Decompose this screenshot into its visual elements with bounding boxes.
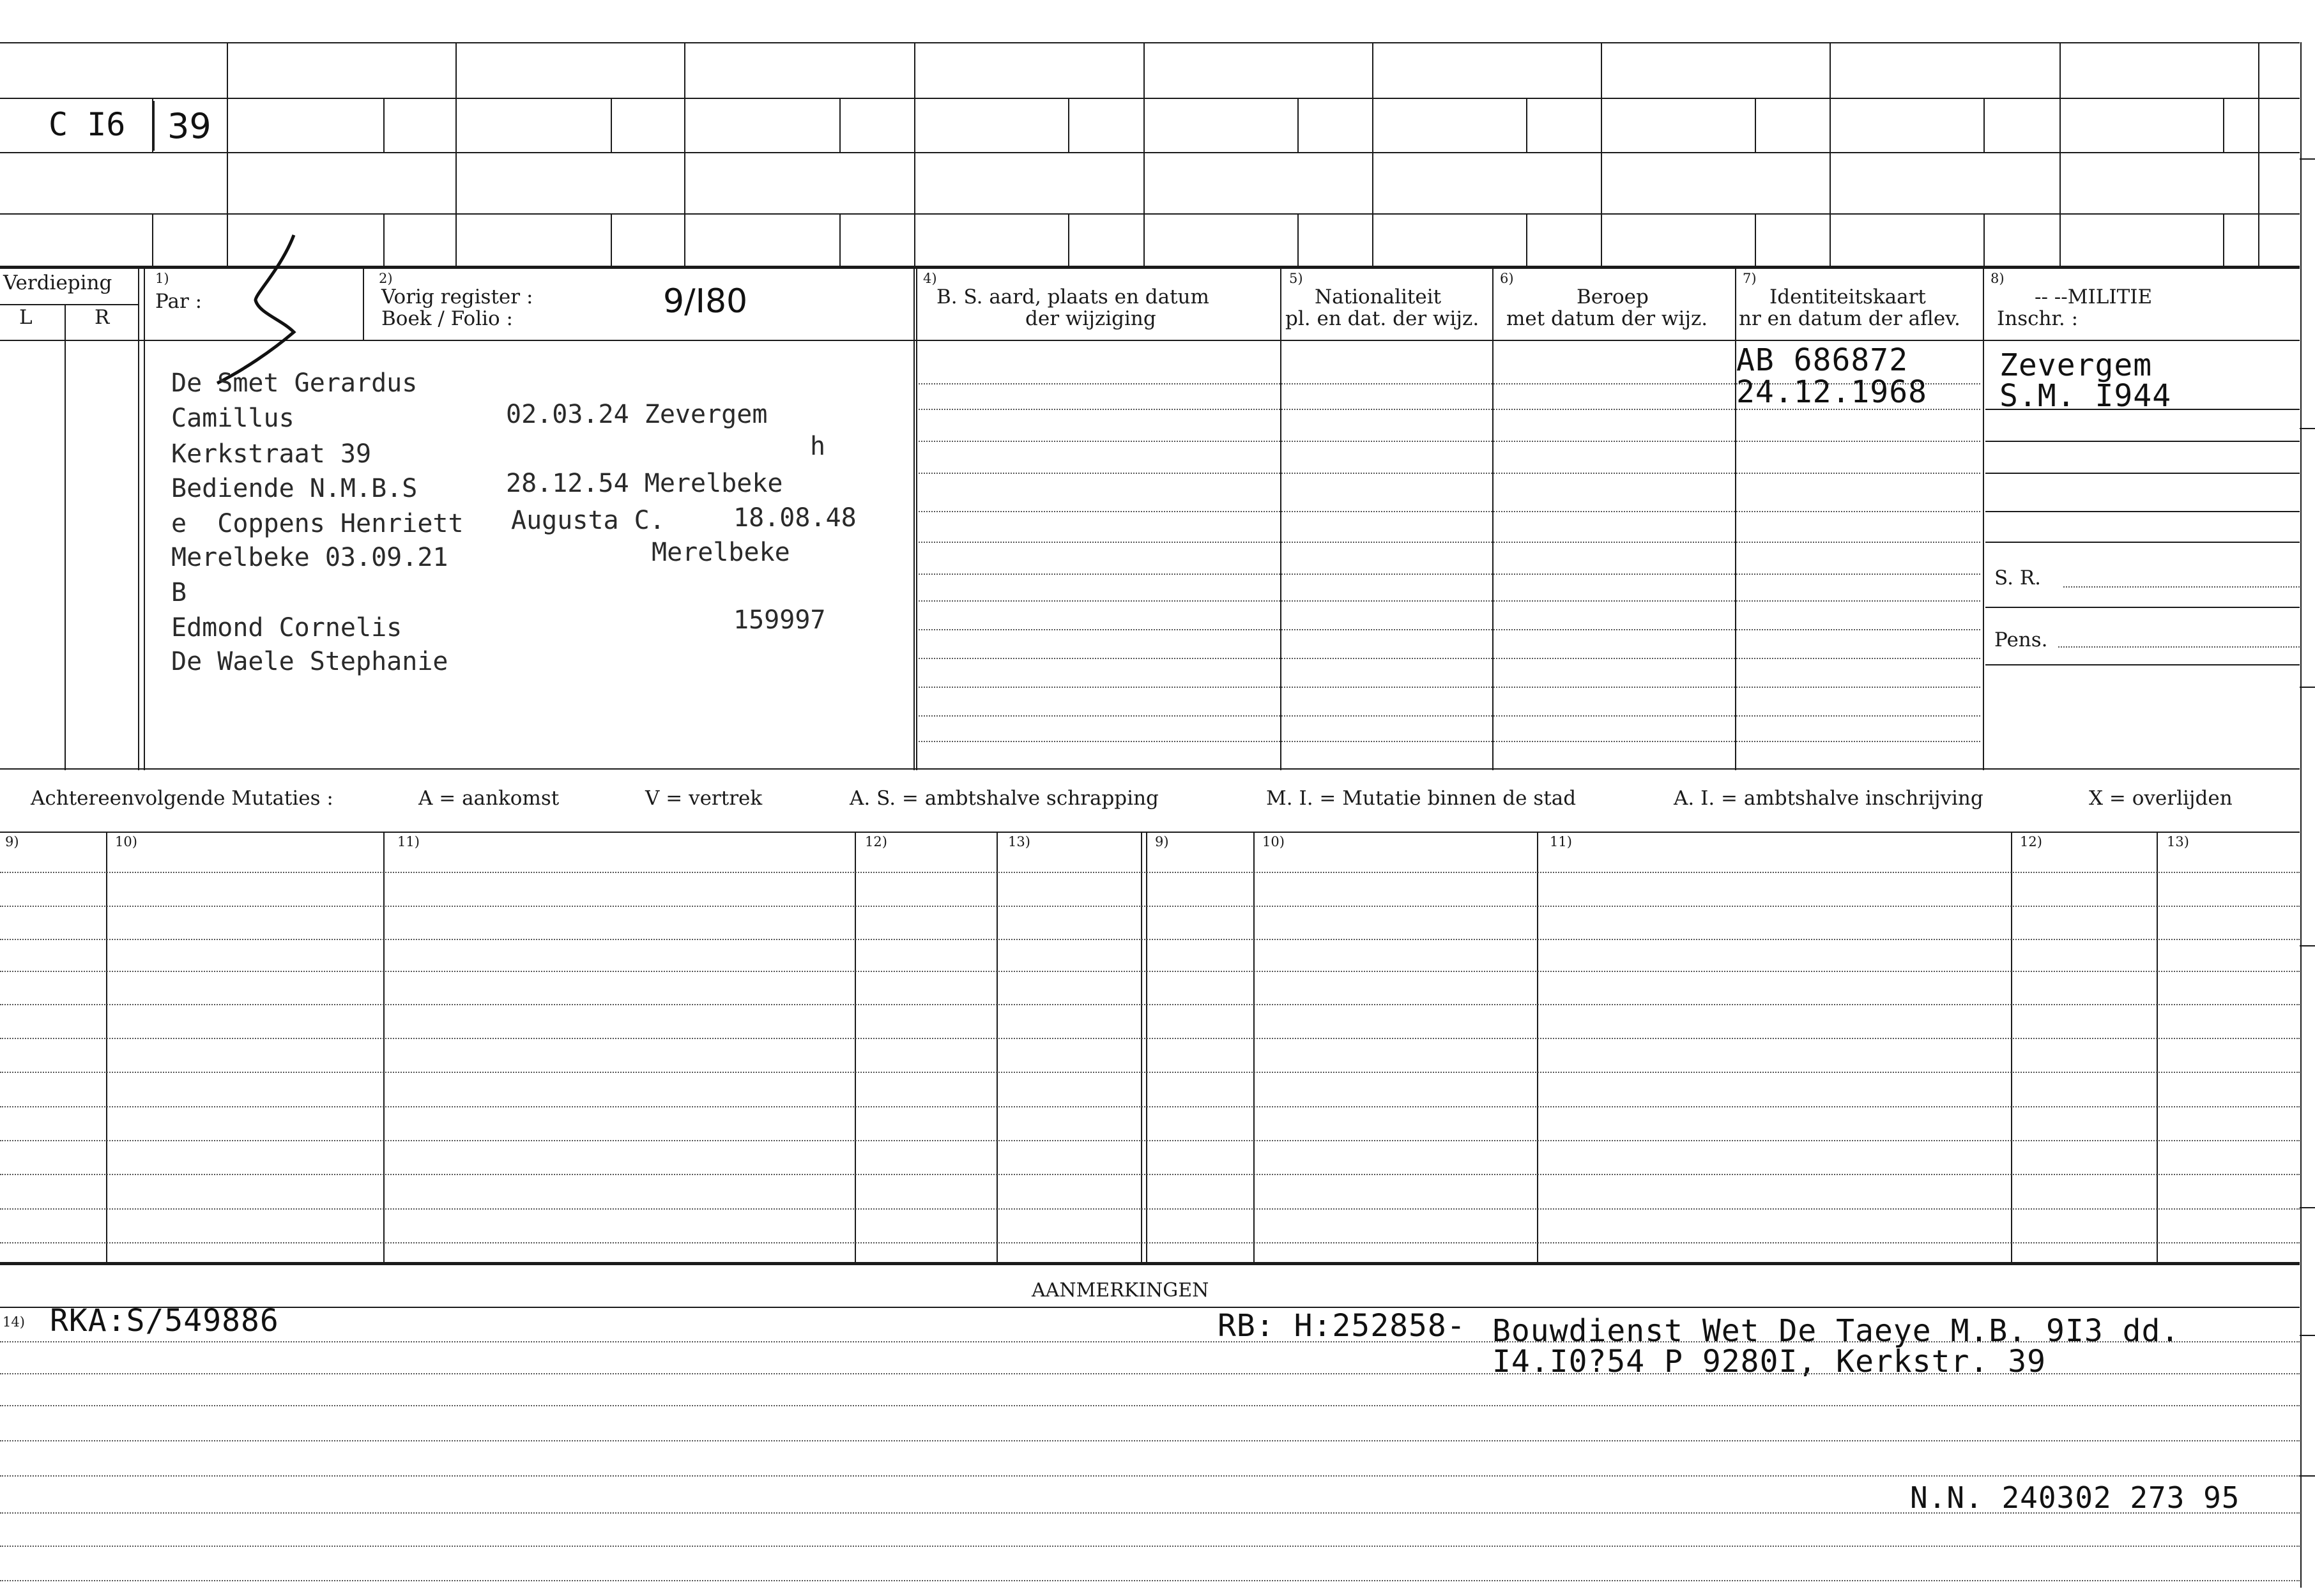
row-line <box>0 1208 2300 1210</box>
mut-col-10: 10) <box>115 834 137 849</box>
header-num-2: 2) <box>379 271 393 286</box>
mut-col-9: 9) <box>5 834 19 849</box>
grid-line <box>611 98 612 152</box>
grid-line <box>916 268 917 770</box>
grid-line <box>0 152 2300 153</box>
row-line <box>0 1106 2300 1107</box>
entry-line <box>919 741 1980 742</box>
grid-line <box>1755 98 1756 152</box>
row-line <box>0 1373 2300 1374</box>
row-line <box>0 939 2300 940</box>
grid-line <box>2011 832 2012 1263</box>
person-spouse-date: 18.08.48 <box>733 503 857 533</box>
pens-line <box>2058 646 2300 648</box>
header-nat-2: pl. en dat. der wijz. <box>1285 307 1479 330</box>
grid-line <box>383 98 385 152</box>
grid-line <box>1141 832 1142 1263</box>
row-line <box>0 1038 2300 1039</box>
header-num-1: 1) <box>155 271 169 286</box>
remarks-bouwdienst-2: I4.I0?54 P 9280I, Kerkstr. 39 <box>1492 1344 2047 1379</box>
remarks-num-14: 14) <box>3 1314 25 1330</box>
header-num-8: 8) <box>1990 271 2005 286</box>
entry-line <box>919 542 1980 543</box>
row-line <box>0 906 2300 907</box>
grid-line <box>383 213 385 266</box>
person-given-name: Camillus <box>171 404 294 433</box>
person-mother: De Waele Stephanie <box>171 647 448 676</box>
grid-line <box>1143 42 1145 266</box>
entry-line <box>919 473 1980 474</box>
entry-line <box>919 511 1980 512</box>
row-line <box>0 1440 2300 1441</box>
grid-line <box>65 304 66 770</box>
remarks-title: AANMERKINGEN <box>1032 1279 1209 1302</box>
mut-col-11b: 11) <box>1550 834 1572 849</box>
header-vorig-register: Vorig register : <box>381 285 533 308</box>
sr-line <box>2063 586 2300 588</box>
person-address: Kerkstraat 39 <box>171 439 372 469</box>
entry-line <box>919 600 1980 602</box>
row-line <box>0 971 2300 972</box>
entry-line <box>919 687 1980 688</box>
grid-line <box>0 1307 2300 1308</box>
mut-col-13b: 13) <box>2167 834 2189 849</box>
grid-line <box>144 268 145 770</box>
tick <box>2300 1207 2315 1208</box>
folio-value: 9/I80 <box>663 282 748 321</box>
mut-col-10b: 10) <box>1262 834 1285 849</box>
militie-pens: Pens. <box>1994 628 2048 651</box>
header-id-1: Identiteitskaart <box>1769 285 1926 308</box>
header-num-7: 7) <box>1743 271 1757 286</box>
militie-sr: S. R. <box>1994 566 2042 589</box>
grid-line <box>383 832 385 1263</box>
row-line <box>0 872 2300 873</box>
grid-line <box>1146 832 1147 1263</box>
header-num-4: 4) <box>923 271 937 286</box>
grid-line <box>1297 98 1299 152</box>
register-code: C I6 <box>49 106 126 143</box>
person-name: De Smet Gerardus <box>171 369 418 398</box>
grid-line <box>0 768 2300 770</box>
national-number: N.N. 240302 273 95 <box>1910 1480 2240 1515</box>
grid-line <box>1297 213 1299 266</box>
grid-line <box>0 98 2300 99</box>
row-line <box>0 1004 2300 1005</box>
grid-line <box>152 213 153 266</box>
entry-line <box>919 574 1980 575</box>
row-line <box>0 1140 2300 1141</box>
header-r: R <box>95 306 110 329</box>
remarks-rb: RB: H:252858- <box>1218 1308 1466 1344</box>
tick <box>2300 945 2315 946</box>
person-spouse-birth: Merelbeke 03.09.21 <box>171 543 448 572</box>
mut-col-12: 12) <box>865 834 887 849</box>
militie-sm: S.M. I944 <box>1999 378 2172 414</box>
person-spouse: e Coppens Henriett <box>171 509 464 538</box>
tick <box>2300 1475 2315 1477</box>
grid-line <box>855 832 856 1263</box>
person-occupation: Bediende N.M.B.S <box>171 474 418 503</box>
grid-line <box>0 832 2300 833</box>
header-verdieping: Verdieping <box>3 271 112 294</box>
grid-line <box>1526 98 1527 152</box>
grid-line <box>0 266 2300 269</box>
grid-line <box>0 1262 2300 1265</box>
grid-line <box>1068 213 1069 266</box>
grid-line <box>1601 42 1602 266</box>
register-number: 39 <box>167 106 211 146</box>
militie-line <box>1985 473 2300 474</box>
grid-line <box>684 42 685 266</box>
grid-line <box>1068 98 1069 152</box>
grid-line <box>2059 42 2061 266</box>
mut-col-12b: 12) <box>2020 834 2042 849</box>
person-ref: 159997 <box>733 605 826 635</box>
grid-line <box>1537 832 1538 1263</box>
grid-line <box>997 832 998 1263</box>
grid-line <box>0 42 2300 43</box>
remarks-bouwdienst: Bouwdienst Wet De Taeye M.B. 9I3 dd. <box>1492 1313 2180 1349</box>
header-l: L <box>19 306 33 329</box>
header-bottom-line <box>0 340 2300 341</box>
tick <box>2300 428 2315 429</box>
tick <box>2300 1335 2315 1336</box>
header-inschr: Inschr. : <box>1997 307 2079 330</box>
header-num-6: 6) <box>1500 271 1514 286</box>
row-line <box>0 1475 2300 1477</box>
lr-divider <box>0 304 138 305</box>
grid-line <box>1983 213 1985 266</box>
header-boek-folio: Boek / Folio : <box>381 307 513 330</box>
mut-col-9b: 9) <box>1155 834 1169 849</box>
remarks-rka: RKA:S/549886 <box>50 1303 279 1339</box>
grid-line <box>1526 213 1527 266</box>
entry-line <box>919 629 1980 630</box>
militie-place: Zevergem <box>1999 347 2153 383</box>
grid-line <box>914 42 915 266</box>
header-bs-1: B. S. aard, plaats en datum <box>936 285 1209 308</box>
legend-v: V = vertrek <box>645 787 763 810</box>
militie-line <box>1985 511 2300 512</box>
grid-line <box>1280 268 1281 770</box>
grid-line <box>1492 268 1494 770</box>
militie-line <box>1985 664 2300 665</box>
row-line <box>0 1341 2300 1342</box>
legend-mi: M. I. = Mutatie binnen de stad <box>1266 787 1577 810</box>
grid-line <box>2157 832 2158 1263</box>
legend-ai: A. I. = ambtshalve inschrijving <box>1674 787 1983 810</box>
entry-line <box>919 658 1980 659</box>
grid-line <box>1755 213 1756 266</box>
grid-line <box>839 98 841 152</box>
grid-line <box>2223 98 2224 152</box>
person-marriage: 28.12.54 Merelbeke <box>506 469 783 498</box>
person-spouse-place: Merelbeke <box>652 538 790 567</box>
legend-as: A. S. = ambtshalve schrapping <box>850 787 1159 810</box>
legend-title: Achtereenvolgende Mutaties : <box>31 787 333 810</box>
militie-line <box>1985 441 2300 442</box>
entry-line <box>919 441 1980 442</box>
militie-line <box>1985 607 2300 608</box>
grid-line <box>0 213 2300 215</box>
header-beroep-2: met datum der wijz. <box>1506 307 1708 330</box>
header-id-2: nr en datum der aflev. <box>1739 307 1960 330</box>
grid-line <box>1253 832 1255 1263</box>
person-spouse-2: Augusta C. <box>511 506 665 535</box>
header-bs-2: der wijziging <box>1025 307 1156 330</box>
row-line <box>0 1072 2300 1073</box>
legend-x: X = overlijden <box>2089 787 2233 810</box>
grid-line <box>913 268 915 770</box>
right-edge <box>2300 42 2302 1588</box>
person-b: B <box>171 578 187 607</box>
grid-line <box>611 213 612 266</box>
id-card-number: AB 686872 <box>1736 342 1909 378</box>
tick <box>2300 158 2315 160</box>
grid-line <box>455 42 457 266</box>
grid-line <box>106 832 107 1263</box>
mut-col-11: 11) <box>397 834 420 849</box>
grid-line <box>2223 213 2224 266</box>
legend-a: A = aankomst <box>418 787 560 810</box>
grid-line <box>153 101 155 151</box>
entry-line <box>919 715 1980 717</box>
header-nat-1: Nationaliteit <box>1315 285 1442 308</box>
person-status-h: h <box>810 432 826 461</box>
row-line <box>0 1242 2300 1243</box>
row-line <box>0 1174 2300 1175</box>
grid-line <box>839 213 841 266</box>
person-birth: 02.03.24 Zevergem <box>506 400 768 429</box>
grid-line <box>1983 268 1984 770</box>
grid-line <box>1372 42 1373 266</box>
header-militie: -- --MILITIE <box>2035 285 2153 308</box>
grid-line <box>138 268 139 770</box>
row-line <box>0 1546 2300 1547</box>
grid-line <box>1830 42 1831 266</box>
tick <box>2300 687 2315 688</box>
grid-line <box>2258 42 2259 266</box>
grid-line <box>1983 98 1985 152</box>
header-par: Par : <box>155 290 202 313</box>
id-card-date: 24.12.1968 <box>1736 374 1927 410</box>
militie-line <box>1985 542 2300 543</box>
row-line <box>0 1405 2300 1406</box>
header-beroep-1: Beroep <box>1577 285 1649 308</box>
row-line <box>0 1580 2300 1581</box>
person-father: Edmond Cornelis <box>171 613 402 642</box>
mut-col-13: 13) <box>1008 834 1030 849</box>
grid-line <box>363 268 364 340</box>
header-num-5: 5) <box>1289 271 1303 286</box>
